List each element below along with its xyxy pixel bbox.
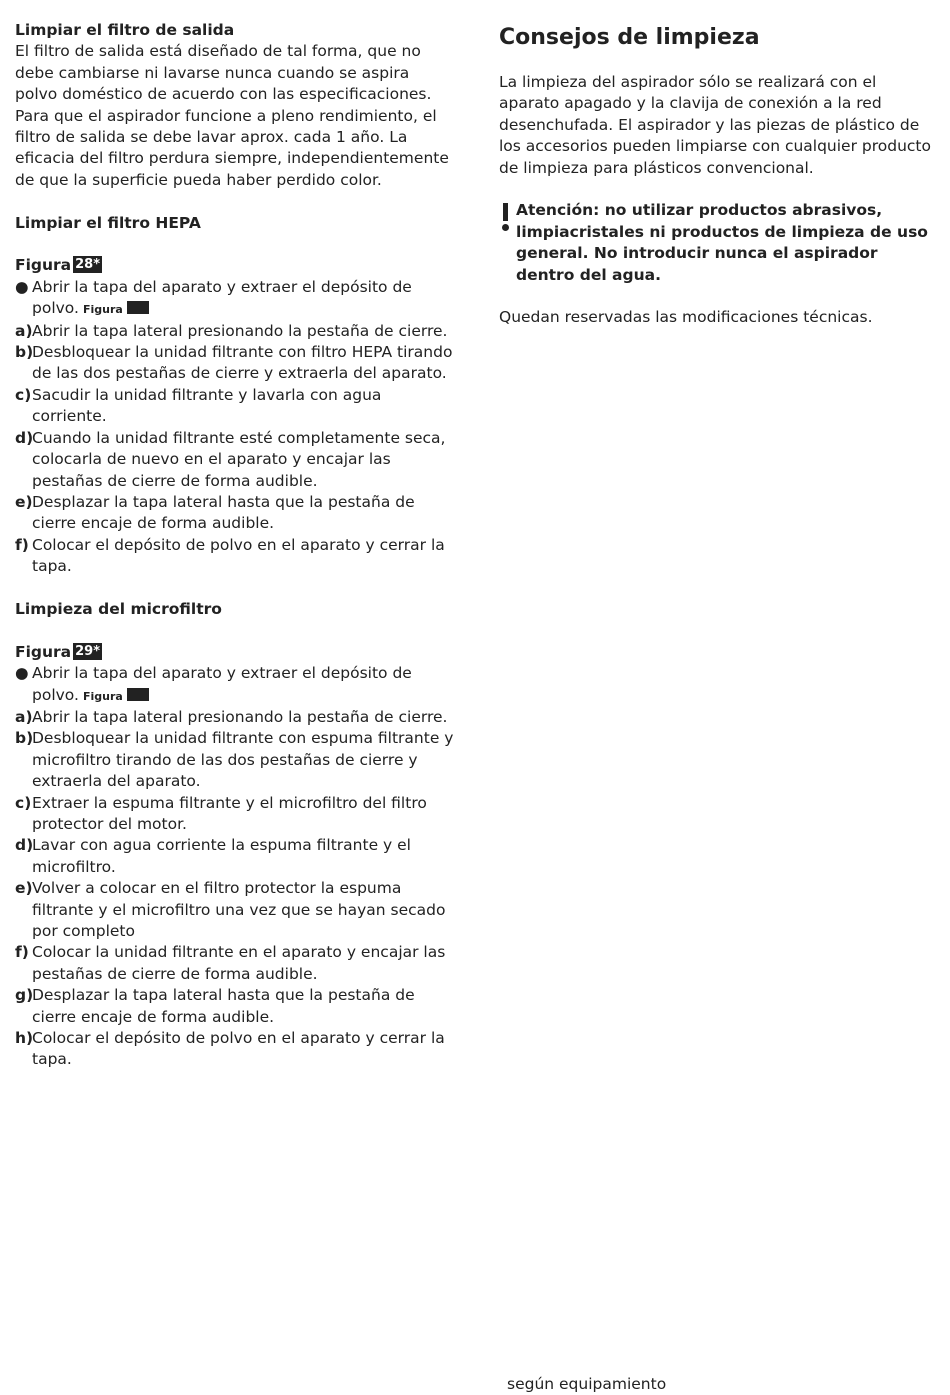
list-item-text: Desbloquear la unidad filtrante con espuma filtrante y microfiltro tirando de las dos pestañas de cierre y extraerla del aparato. — [32, 729, 454, 791]
list-marker: c) — [15, 793, 32, 812]
bullet-icon: ● — [15, 277, 29, 296]
warning-notice — [499, 200, 939, 286]
list-item-text: Cuando la unidad filtrante esté completamente seca, colocarla de nuevo en el aparato y encajar las pestañas de cierre de forma audible. — [32, 428, 446, 490]
section-title-microfilter: Limpieza del microfiltro — [15, 599, 222, 618]
list-marker: d) — [15, 836, 34, 855]
list-item-text: Desplazar la tapa lateral hasta que la pestaña de cierre encaje de forma audible. — [32, 986, 415, 1026]
list-marker: d) — [15, 428, 34, 447]
list-marker: f) — [15, 535, 29, 554]
list-marker: b) — [15, 343, 34, 362]
list-item — [15, 707, 455, 728]
figure-number-placeholder — [127, 688, 149, 701]
list-item-text: Lavar con agua corriente la espuma filtrante y el microfiltro. — [32, 836, 411, 876]
figure-reference-29: Figura 29* — [15, 642, 101, 661]
list-item — [15, 835, 455, 878]
section-title-outlet-filter: Limpiar el filtro de salida — [15, 21, 235, 39]
exclamation-icon — [499, 200, 516, 286]
list-item — [15, 535, 455, 578]
list-marker: f) — [15, 943, 29, 962]
cleaning-tips-text: La limpieza del aspirador sólo se realizará con el aparato apagado y la clavija de conexión a la red desenchufada. El aspirador y las piezas de plástico de los accesorios pueden limpiarse con cualquier producto de limpieza para plásticos convencional. — [499, 73, 931, 177]
list-item — [15, 793, 455, 836]
hepa-steps-list — [15, 321, 455, 578]
list-marker: e) — [15, 492, 33, 511]
footnote: según equipamiento — [507, 1375, 667, 1393]
technical-changes-note: Quedan reservadas las modificaciones técnicas. — [499, 308, 873, 327]
left-column — [15, 20, 455, 1071]
list-item — [15, 428, 455, 492]
microfilter-steps-list — [15, 707, 455, 1071]
section-title-hepa-filter: Limpiar el filtro HEPA — [15, 213, 201, 232]
list-item — [15, 985, 455, 1028]
list-marker: g) — [15, 986, 34, 1005]
list-item-text: Volver a colocar en el filtro protector la espuma filtrante y el microfiltro una vez que se hayan secado por completo — [32, 879, 446, 940]
list-item-text: Colocar el depósito de polvo en el aparato y cerrar la tapa. — [32, 1029, 445, 1069]
right-column — [499, 20, 939, 329]
list-item — [15, 878, 455, 942]
list-item-text: Sacudir la unidad filtrante y lavarla con agua corriente. — [32, 385, 382, 426]
list-item — [15, 492, 455, 535]
list-item — [15, 385, 455, 428]
list-marker: a) — [15, 707, 33, 726]
bullet-icon: ● — [15, 664, 29, 683]
warning-text: Atención: no utilizar productos abrasivos, limpiacristales ni productos de limpieza de uso general. No introducir nunca el aspirador dentro del agua. — [516, 201, 928, 284]
list-item-text: Colocar el depósito de polvo en el aparato y cerrar la tapa. — [32, 535, 445, 576]
list-item — [15, 942, 455, 985]
list-marker: c) — [15, 385, 32, 404]
list-item — [15, 342, 455, 385]
list-marker: e) — [15, 879, 33, 898]
list-item — [15, 1028, 455, 1071]
list-marker: a) — [15, 321, 33, 340]
list-item — [15, 728, 455, 792]
list-item — [15, 321, 455, 342]
list-item-text: Abrir la tapa lateral presionando la pestaña de cierre. — [32, 321, 448, 340]
list-item-text: Desplazar la tapa lateral hasta que la pestaña de cierre encaje de forma audible. — [32, 492, 415, 533]
list-item-text: Desbloquear la unidad filtrante con filtro HEPA tirando de las dos pestañas de cierre y extraerla del aparato. — [32, 343, 453, 383]
figure-number-placeholder — [127, 301, 149, 314]
list-marker: h) — [15, 1029, 34, 1048]
figure-reference-28: Figura 28* — [15, 256, 101, 275]
cleaning-tips-title: Consejos de limpieza — [499, 25, 760, 50]
list-item: ● Abrir la tapa del aparato y extraer el depósito de polvo. Figura — [15, 663, 455, 707]
list-item-text: Abrir la tapa lateral presionando la pestaña de cierre. — [32, 707, 448, 726]
outlet-filter-text: El filtro de salida está diseñado de tal forma, que no debe cambiarse ni lavarse nunca cuando se aspira polvo doméstico de acuerdo con las especificaciones. Para que el aspirador funcione a pleno rendimiento, el filtro de salida se debe lavar aprox. cada 1 año. La eficacia del filtro perdura siempre, independientemente de que la superficie pueda haber perdido color. — [15, 42, 449, 189]
list-item: ● Abrir la tapa del aparato y extraer el depósito de polvo. Figura — [15, 277, 455, 321]
figure-number-badge: 28* — [75, 257, 101, 273]
figure-number-badge: 29* — [75, 643, 101, 659]
list-item-text: Extraer la espuma filtrante y el microfiltro del filtro protector del motor. — [32, 793, 427, 833]
list-marker: b) — [15, 729, 34, 748]
list-item-text: Colocar la unidad filtrante en el aparato y encajar las pestañas de cierre de forma audible. — [32, 943, 446, 983]
